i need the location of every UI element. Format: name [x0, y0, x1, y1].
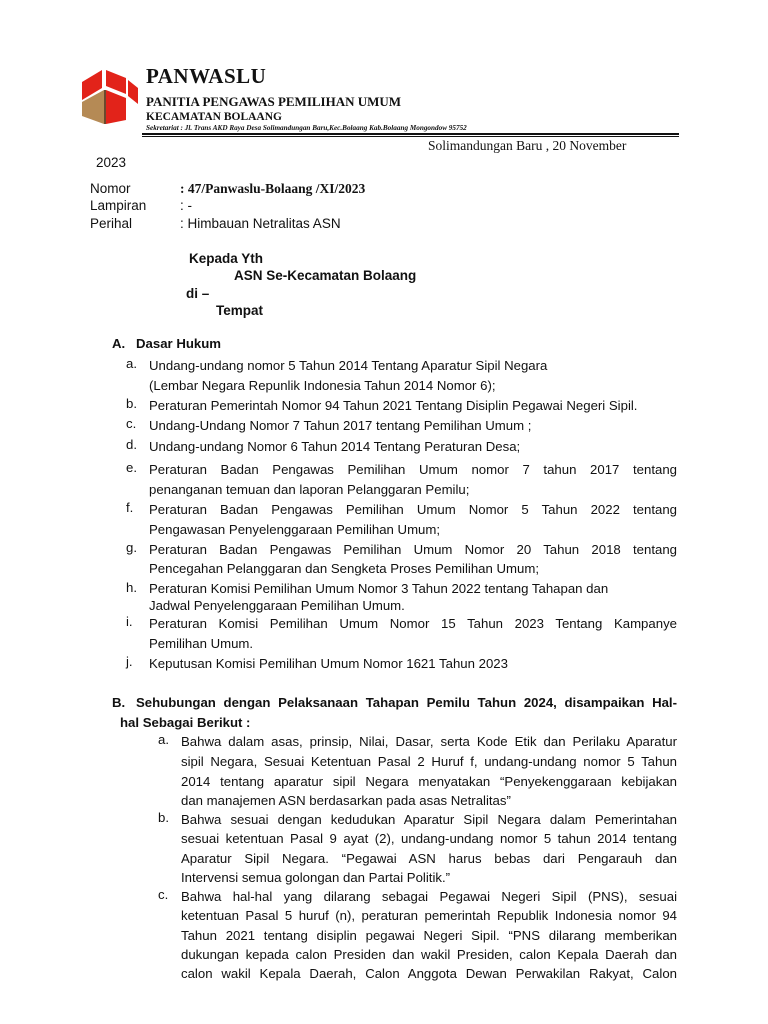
list-item: dan manajemen ASN berdasarkan pada asas Netralitas”: [181, 793, 511, 808]
list-item: ketentuan Pasal 5 huruf (n), peraturan pemerintah Republik Indonesia nomor 94: [181, 908, 677, 923]
list-item: Peraturan Badan Pengawas Pemilihan Umum Nomor 20 Tahun 2018 tentang: [149, 542, 677, 557]
panwaslu-logo: [80, 68, 138, 126]
org-region: KECAMATAN BOLAANG: [146, 111, 282, 123]
letterhead-rule-thin: [142, 136, 679, 137]
list-item-mark: b.: [158, 810, 169, 825]
list-item: Tahun 2021 tentang disiplin pegawai Negeri Sipil. “PNS dilarang memberikan: [181, 928, 677, 943]
nomor-label: Nomor: [90, 181, 131, 196]
section-b-mark: B.: [112, 695, 126, 710]
list-item: sesuai ketentuan Pasal 9 ayat (2), undang-undang nomor 5 tahun 2014 tentang: [181, 831, 677, 846]
list-item: (Lembar Negara Repunlik Indonesia Tahun 2014 Nomor 6);: [149, 378, 496, 393]
list-item-mark: c.: [158, 887, 169, 902]
lampiran-label: Lampiran: [90, 198, 147, 213]
list-item-mark: j.: [126, 654, 133, 669]
list-item: dukungan kepada calon Presiden dan wakil Presiden, calon Kepala Daerah dan: [181, 947, 677, 962]
list-item: Peraturan Badan Pengawas Pemilihan Umum Nomor 5 Tahun 2022 tentang: [149, 502, 677, 517]
recipient-greeting: Kepada Yth: [189, 251, 264, 266]
list-item: calon wakil Kepala Daerah, Calon Anggota Dewan Perwakilan Rakyat, Calon: [181, 966, 677, 981]
org-full-name: PANITIA PENGAWAS PEMILIHAN UMUM: [146, 94, 402, 109]
recipient-name: ASN Se-Kecamatan Bolaang: [234, 268, 417, 283]
list-item: Jadwal Penyelenggaraan Pemilihan Umum.: [149, 598, 405, 613]
section-a-mark: A.: [112, 336, 126, 351]
letter-date: Solimandungan Baru , 20 November: [428, 138, 627, 153]
list-item: Peraturan Komisi Pemilihan Umum Nomor 15 Tahun 2023 Tentang Kampanye: [149, 616, 677, 631]
recipient-di: di –: [186, 286, 210, 301]
section-b-title: Sehubungan dengan Pelaksanaan Tahapan Pemilu Tahun 2024, disampaikan Hal-: [136, 695, 677, 710]
list-item-mark: g.: [126, 540, 137, 555]
list-item: Peraturan Pemerintah Nomor 94 Tahun 2021 Tentang Disiplin Pegawai Negeri Sipil.: [149, 398, 638, 413]
letter-date-year: 2023: [96, 155, 127, 170]
section-b-title-cont: hal Sebagai Berikut :: [120, 715, 251, 730]
list-item-mark: i.: [126, 614, 133, 629]
list-item: Peraturan Badan Pengawas Pemilihan Umum nomor 7 tahun 2017 tentang: [149, 462, 677, 477]
list-item-mark: e.: [126, 460, 137, 475]
letterhead-rule: [142, 133, 679, 135]
list-item: 2014 tentang aparatur sipil Negara menyatakan “Penyekenggaraan kebijakan: [181, 774, 677, 789]
list-item: Keputusan Komisi Pemilihan Umum Nomor 1621 Tahun 2023: [149, 656, 508, 671]
list-item: Pemilihan Umum.: [149, 636, 254, 651]
list-item: Undang-Undang Nomor 7 Tahun 2017 tentang Pemilihan Umum ;: [149, 418, 532, 433]
section-a-title: Dasar Hukum: [136, 336, 222, 351]
list-item: Pengawasan Penyelenggaraan Pemilihan Umum;: [149, 522, 441, 537]
list-item-mark: b.: [126, 396, 137, 411]
perihal-value: : Himbauan Netralitas ASN: [180, 216, 341, 231]
recipient-place: Tempat: [216, 303, 264, 318]
lampiran-value: : -: [180, 198, 192, 213]
list-item: Bahwa hal-hal yang dilarang sebagai Pegawai Negeri Sipil (PNS), sesuai: [181, 889, 677, 904]
list-item: Pencegahan Pelanggaran dan Sengketa Proses Pemilihan Umum;: [149, 561, 540, 576]
perihal-label: Perihal: [90, 216, 133, 231]
list-item-mark: f.: [126, 500, 134, 515]
list-item: Intervensi semua golongan dan Partai Politik.”: [181, 870, 451, 885]
list-item: Undang-undang Nomor 6 Tahun 2014 Tentang Peraturan Desa;: [149, 439, 521, 454]
org-address: Sekretariat : Jl. Trans AKD Raya Desa Solimandungan Baru,Kec.Bolaang Kab.Bolaang Mongondow 95752: [146, 124, 467, 132]
list-item: sipil Negara, Sesuai Ketentuan Pasal 2 Huruf f, undang-undang nomor 5 Tahun: [181, 754, 677, 769]
list-item: Undang-undang nomor 5 Tahun 2014 Tentang Aparatur Sipil Negara: [149, 358, 548, 373]
list-item-mark: a.: [126, 356, 137, 371]
org-name: PANWASLU: [146, 64, 267, 88]
list-item: Bahwa sesuai dengan kedudukan Aparatur Sipil Negara dalam Pemerintahan: [181, 812, 677, 827]
list-item: Aparatur Sipil Negara. “Pegawai ASN harus bebas dari Pengarauh dan: [181, 851, 677, 866]
list-item-mark: a.: [158, 732, 169, 747]
list-item-mark: d.: [126, 437, 137, 452]
list-item: Peraturan Komisi Pemilihan Umum Nomor 3 Tahun 2022 tentang Tahapan dan: [149, 581, 609, 596]
nomor-value: : 47/Panwaslu-Bolaang /XI/2023: [180, 181, 366, 196]
list-item: Bahwa dalam asas, prinsip, Nilai, Dasar, serta Kode Etik dan Perilaku Aparatur: [181, 734, 677, 749]
list-item-mark: h.: [126, 580, 137, 595]
list-item-mark: c.: [126, 416, 137, 431]
list-item: penanganan temuan dan laporan Pelanggaran Pemilu;: [149, 482, 470, 497]
